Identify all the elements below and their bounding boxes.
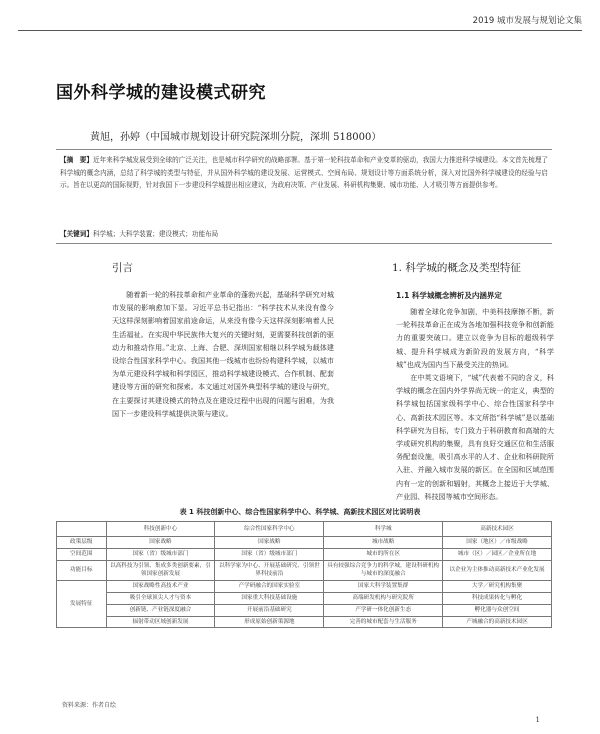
section11-paragraph-2: 在中英文语境下，“城”代表着不同的含义，科学城的概念在国内外学界尚无统一的定义，典型的科学城包括国家级科学中心、综合性国家科学中心、高新技术园区等。本文所指“科学城”是以基础科学研究为目标，专门致力于科研教育和高端的大学或研究机构的集聚，具有良好交通区位和生活服务配套设施，吸引高水平的人才、企业和科研院所入驻、并融入城市发展的新区。在全国和区域范围内有一定的创新和辐射，其概念上接近于大学城、产业园、科技园等城市空间形态。 <box>396 373 554 501</box>
table-cell: 完善的城市配套与生活服务 <box>324 616 443 628</box>
table-cell: 吸引全球顶尖人才与资本 <box>106 592 215 604</box>
table-cell: 具有较强综合竞争力的科学城，建设科研机构与城市的深度融合 <box>324 560 443 581</box>
table-cell: 国家战略性高技术产业 <box>106 581 215 593</box>
table-header-cell: 科学城 <box>324 522 443 537</box>
table-caption: 表 1 科技创新中心、综合性国家科学中心、科学城、高新技术园区对比说明表 <box>179 508 421 516</box>
table-cell: 产学研融合的国家实验室 <box>215 581 324 593</box>
intro-heading: 引言 <box>112 262 133 274</box>
table-cell: 以高科技为引领、集成多类创新要素，引领国家创新发展 <box>106 560 215 581</box>
table-header-cell: 科技创新中心 <box>106 522 215 537</box>
table-cell: 大学／研究机构集聚 <box>443 581 552 593</box>
table-cell: 功能目标 <box>57 560 107 581</box>
table-row <box>57 592 552 604</box>
section11-text <box>396 305 554 503</box>
table-cell: 产城融合的高新技术园区 <box>443 616 552 628</box>
section11-paragraph-1: 随着全球化竞争加剧，中美科技摩擦不断，新一轮科技革命正在成为各地加强科技竞争和创新能力的重要突破口。建立以竞争为目标的超级科学城、提升科学城成为新阶段的发展方向，“科学城”也成为国内当下最受关注的热词。 <box>396 307 554 369</box>
table-cell: 城市（区）／园区／企业所在地 <box>443 548 552 560</box>
table-cell: 高端研发机构与研究院所 <box>324 592 443 604</box>
table-row <box>57 548 552 560</box>
table-cell: 国家（省）级城市部门 <box>106 548 215 560</box>
paper-title: 国外科学城的建设模式研究 <box>56 83 266 103</box>
table-cell: 国家战略 <box>106 537 215 549</box>
intro-text: 随着新一轮的科技革命和产业革命的蓬勃兴起，基础科学研究对城市发展的影响愈加下显。习近平总书记指出：“科学技术从来没有像今天这样深刻影响着国家前途命运，从来没有像今天这样深刻影响着人民生活福祉。在实现中华民族伟大复兴的关键时刻，更需要科技创新的驱动力和推动作用。”北京、上海、合肥、深圳国家相继以科学城为载体建设综合性国家科学中心。我国其他一线城市也纷纷构建科学城，以城市为单元建设科学城和科学园区，推动科学城建设模式、合作机制、配套建设等方面的研究和探索。本文通过对国外典型科学城的建设与研究，在主要探讨其建设模式的特点及在建设过程中出现的问题与困难，为我国下一步建设科学城提供决策与建议。 <box>112 290 334 418</box>
table-cell: 孵化器与众创空间 <box>443 604 552 616</box>
table-cell: 以企业为主体推动高新技术产业化发展 <box>443 560 552 581</box>
table-row <box>57 560 552 581</box>
keywords-label: 【关键词】 <box>60 230 93 238</box>
table-cell: 科技成果转化与孵化 <box>443 592 552 604</box>
abstract-text: 近年来科学城发展受到全球的广泛关注，也是城市科学研究的战略部署。基于第一轮科技革命和产业变革的驱动，我国大力推进科学城建设。本文首先梳理了科学城的概念内涵，总结了科学城的类型与特征，并从国外科学城的建设发展、运营模式、空间布局、规划设计等方面系统分析，深入对比国外科学城建设的经验与启示。旨在以更高的国际视野，针对我国下一步建设科学城提出相应建议，为政府决策、产业发展、科研机构集聚、城市功能、人才吸引等方面提供参考。 <box>60 156 549 190</box>
section1-heading: 1. 科学城的概念及类型特征 <box>392 262 521 274</box>
abstract-bottom-rule <box>56 243 552 244</box>
table-cell: 以科学家为中心、开展基础研究、引领世界科技前沿 <box>215 560 324 581</box>
table-cell: 政策层级 <box>57 537 107 549</box>
table-cell: 国家（地区）／市级战略 <box>443 537 552 549</box>
table-row <box>57 616 552 628</box>
table-cell: 城市的所在区 <box>324 548 443 560</box>
section11-heading: 1.1 科学城概念辨析及内涵界定 <box>396 291 502 300</box>
table-cell: 创新链、产业链深度融合 <box>106 604 215 616</box>
table-cell: 辐射带动区域创新发展 <box>106 616 215 628</box>
table-cell: 国家战略 <box>215 537 324 549</box>
table-row <box>57 604 552 616</box>
abstract <box>60 154 548 192</box>
table-header-cell: 综合性国家科学中心 <box>215 522 324 537</box>
table-cell: 开展前沿基础研究 <box>215 604 324 616</box>
table-source: 资料来源：作者自绘 <box>62 702 117 709</box>
table-cell: 国家（省）级城市部门 <box>215 548 324 560</box>
abstract-label: 【摘 要】 <box>60 156 93 164</box>
table-cell: 发展特征 <box>57 581 107 628</box>
journal-header: 2019 城市发展与规划论文集 <box>472 16 582 26</box>
header-rule <box>18 30 582 31</box>
table-cell: 国家重大科技基础设施 <box>215 592 324 604</box>
table-header-cell <box>57 522 107 537</box>
table-row <box>57 537 552 549</box>
paper-authors: 黄旭，孙婷（中国城市规划设计研究院深圳分院，深圳 518000） <box>90 132 382 143</box>
table-cell: 形成原始创新策源地 <box>215 616 324 628</box>
keywords-text: 科学城；大科学装置；建设模式；功能布局 <box>92 230 219 238</box>
table-header-cell: 高新技术园区 <box>443 522 552 537</box>
abstract-top-rule <box>56 149 552 150</box>
comparison-table <box>56 521 552 628</box>
keywords <box>60 228 548 238</box>
page-number: 1 <box>535 716 540 724</box>
table-header-row <box>57 522 552 537</box>
table-row <box>57 581 552 593</box>
table-cell: 空间范围 <box>57 548 107 560</box>
table-cell: 城市战略 <box>324 537 443 549</box>
table-cell: 国家大科学装置集群 <box>324 581 443 593</box>
table-cell: 产学研一体化创新生态 <box>324 604 443 616</box>
